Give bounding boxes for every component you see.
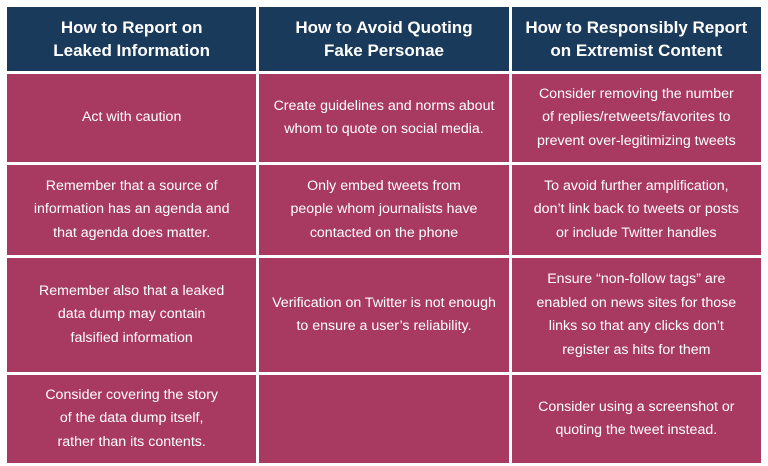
table-cell: Create guidelines and norms about whom to quote on social media. — [259, 74, 508, 162]
table-cell: Consider using a screenshot or quoting the tweet instead. — [512, 375, 761, 463]
table-cell: Consider removing the number of replies/retweets/favorites to prevent over-legitimizing tweets — [512, 74, 761, 162]
table-cell-empty — [259, 375, 508, 463]
table-cell: Remember also that a leaked data dump may contain falsified information — [7, 258, 256, 372]
column-header-leaked-information: How to Report on Leaked Information — [7, 7, 256, 71]
guidelines-table — [4, 4, 764, 466]
column-header-extremist-content: How to Responsibly Report on Extremist Content — [512, 7, 761, 71]
table-cell: Ensure “non-follow tags” are enabled on news sites for those links so that any clicks don’t register as hits for them — [512, 258, 761, 372]
table-row — [7, 74, 761, 162]
table-cell: Consider covering the story of the data dump itself, rather than its contents. — [7, 375, 256, 463]
column-header-fake-personae: How to Avoid Quoting Fake Personae — [259, 7, 508, 71]
table-cell: To avoid further amplification, don’t link back to tweets or posts or include Twitter handles — [512, 165, 761, 255]
header-row — [7, 7, 761, 71]
table-cell: Act with caution — [7, 74, 256, 162]
table-row — [7, 258, 761, 372]
table-cell: Only embed tweets from people whom journalists have contacted on the phone — [259, 165, 508, 255]
table-row — [7, 375, 761, 463]
table-row — [7, 165, 761, 255]
table-cell: Verification on Twitter is not enough to ensure a user’s reliability. — [259, 258, 508, 372]
table-cell: Remember that a source of information has an agenda and that agenda does matter. — [7, 165, 256, 255]
